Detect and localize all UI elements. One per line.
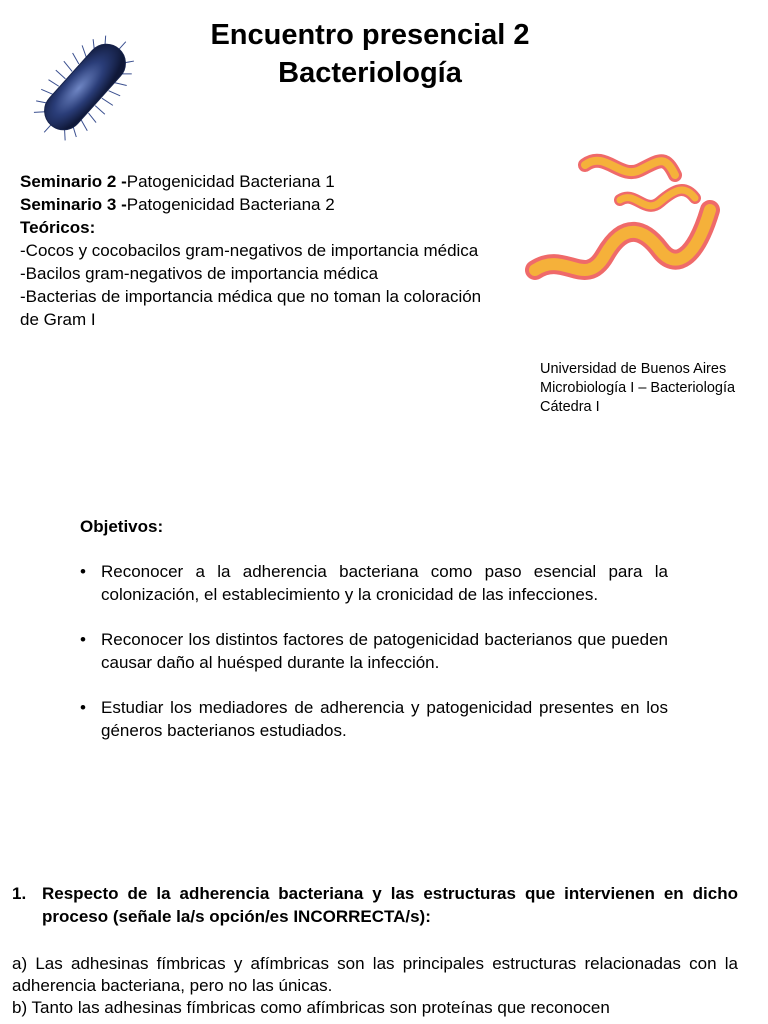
seminar-2-text: Patogenicidad Bacteriana 1 [126,172,335,191]
list-item [80,628,668,674]
seminar-3-text: Patogenicidad Bacteriana 2 [126,195,335,214]
bullet: • [80,630,86,649]
objective-text: Estudiar los mediadores de adherencia y patogenicidad presentes en los géneros bacterianos estudiados. [101,698,668,740]
question-1 [12,882,738,928]
seminar-3 [20,193,490,216]
objective-text: Reconocer a la adherencia bacteriana como paso esencial para la colonización, el establecimiento y la cronicidad de las infecciones. [101,562,668,604]
seminar-2 [20,170,490,193]
title-line-2: Bacteriología [278,57,462,89]
title-line-1: Encuentro presencial 2 [210,19,530,51]
question-1-options [12,953,738,1019]
teorico-item: -Bacilos gram-negativos de importancia médica [20,264,379,283]
teoricos-label: Teóricos: [20,218,96,237]
seminar-3-label: Seminario 3 - [20,195,127,214]
objectives-list [80,560,668,764]
rod-bacterium-illustration [30,22,140,152]
spirochete-illustration [525,140,725,310]
seminar-2-label: Seminario 2 - [20,172,127,191]
institution-line-3: Cátedra I [540,399,600,415]
option-b: b) Tanto las adhesinas fímbricas como afímbricas son proteínas que reconocen [12,998,610,1017]
institution-info [540,360,768,417]
bullet: • [80,562,86,581]
list-item [80,696,668,742]
institution-line-1: Universidad de Buenos Aires [540,361,727,377]
objectives-title: Objetivos: [80,517,164,536]
option-a: a) Las adhesinas fímbricas y afímbricas son las principales estructuras relacionadas con la adherencia bacteriana, pero no las únicas. [12,954,738,995]
institution-line-2: Microbiología I – Bacteriología [540,380,736,396]
seminar-list [20,170,490,331]
teorico-item: -Bacterias de importancia médica que no toman la coloración de Gram I [20,287,482,329]
bullet: • [80,698,86,717]
question-number: 1. [12,884,27,903]
objective-text: Reconocer los distintos factores de patogenicidad bacterianos que pueden causar daño al huésped durante la infección. [101,630,668,672]
teorico-item: -Cocos y cocobacilos gram-negativos de importancia médica [20,241,479,260]
question-text: Respecto de la adherencia bacteriana y las estructuras que intervienen en dicho proceso (señale la/s opción/es INCORRECTA/s): [42,884,738,926]
list-item [80,560,668,606]
